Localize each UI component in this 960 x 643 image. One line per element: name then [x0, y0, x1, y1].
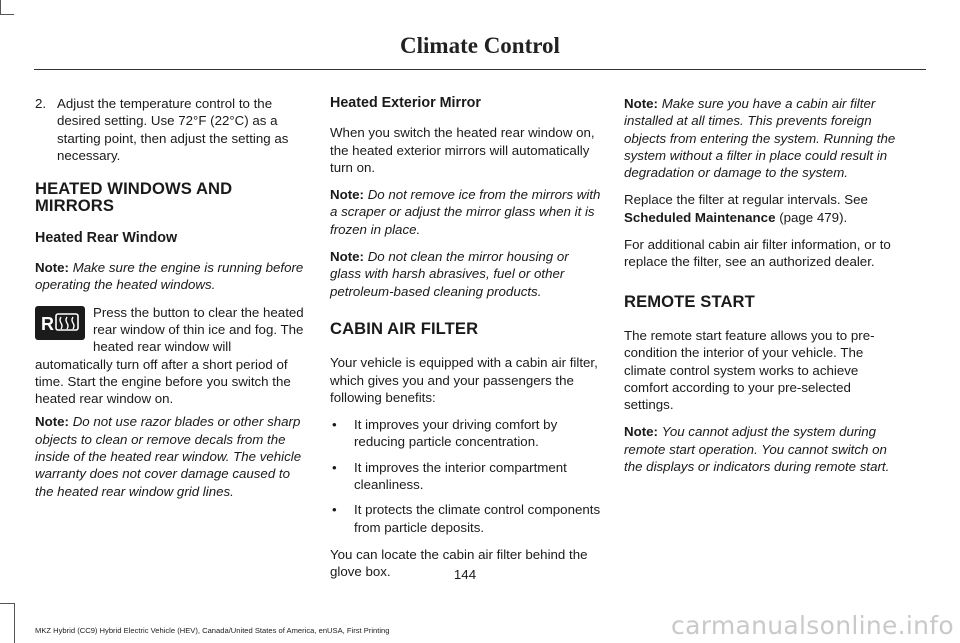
header-divider — [34, 69, 926, 70]
note-text: You cannot adjust the system during remote start operation. You cannot switch on the displays or indicators during remote start. — [624, 424, 890, 475]
note — [330, 186, 602, 238]
note-label: Note: — [35, 260, 69, 276]
list-item — [330, 501, 602, 536]
note-text: Do not remove ice from the mirrors with a scraper or adjust the mirror glass when it is frozen in place. — [330, 187, 601, 237]
list-item-text: It improves the interior compartment cleanliness. — [354, 459, 567, 493]
note — [35, 259, 307, 294]
rear-defrost-description — [35, 304, 307, 408]
subheading-heated-exterior-mirror: Heated Exterior Mirror — [330, 95, 481, 111]
note-text: Do not clean the mirror housing or glass with harsh abrasives, fuel or other petroleum-based cleaning products. — [330, 249, 569, 299]
step-text: Adjust the temperature control to the desired setting. Use 72°F (22°C) as a starting point, then adjust the setting as necessary. — [57, 96, 289, 163]
note-label: Note: — [35, 414, 69, 430]
section-heading-heated-windows: HEATED WINDOWS AND MIRRORS — [35, 179, 233, 216]
paragraph: You can locate the cabin air filter behind the glove box. — [330, 546, 588, 580]
column-middle — [330, 95, 602, 591]
note — [330, 248, 602, 300]
paragraph: For additional cabin air filter information, or to replace the filter, see an authorized dealer. — [624, 237, 891, 270]
footer-text: MKZ Hybrid (CC9) Hybrid Electric Vehicle (HEV), Canada/United States of America, enUSA, First Printing — [35, 626, 390, 635]
note — [624, 423, 896, 475]
crop-mark — [14, 603, 15, 643]
section-heading-remote-start: REMOTE START — [624, 291, 755, 311]
bullet: • — [332, 459, 337, 475]
column-right — [624, 95, 896, 485]
note-text: Make sure the engine is running before operating the heated windows. — [35, 260, 304, 293]
rear-defrost-icon — [35, 306, 85, 340]
scheduled-maintenance-link[interactable]: Scheduled Maintenance — [624, 209, 776, 225]
bullet: • — [332, 502, 337, 518]
note-text: Do not use razor blades or other sharp objects to clean or remove decals from the inside of the heated rear window. The vehicle warranty does not cover damage caused to the heated rear window grid lines. — [35, 414, 302, 499]
list-item-text: It improves your driving comfort by reducing particle concentration. — [354, 417, 558, 450]
note-label: Note: — [330, 249, 364, 265]
page-reference: (page 479). — [779, 209, 848, 225]
section-heading-cabin-air-filter: CABIN AIR FILTER — [330, 318, 479, 338]
step-item — [35, 95, 307, 164]
note-label: Note: — [624, 424, 658, 440]
note-label: Note: — [330, 187, 364, 203]
step-number: 2. — [35, 96, 47, 111]
paragraph — [624, 191, 896, 226]
benefits-list — [330, 416, 602, 536]
note-label: Note: — [624, 96, 658, 111]
replace-text: Replace the filter at regular intervals. See — [624, 192, 868, 208]
page-title: Climate Control — [400, 33, 560, 58]
paragraph: When you switch the heated rear window on, the heated exterior mirrors will automatically turn on. — [330, 125, 595, 175]
list-item-text: It protects the climate control components from particle deposits. — [354, 502, 601, 535]
note — [624, 95, 896, 181]
paragraph: Your vehicle is equipped with a cabin air filter, which gives you and your passengers the following benefits: — [330, 355, 598, 405]
page-number: 144 — [453, 567, 477, 582]
list-item — [330, 459, 602, 494]
crop-mark — [0, 0, 1, 14]
bullet: • — [332, 417, 337, 433]
crop-mark — [0, 603, 14, 604]
note-text: Make sure you have a cabin air filter installed at all times. This prevents foreign objects from entering the system. Running the system without a filter in place could result in degradation or damage to the system. — [624, 96, 896, 181]
paragraph: The remote start feature allows you to pre-condition the interior of your vehicle. The climate control system works to achieve comfort according to your pre-selected settings. — [624, 327, 875, 413]
subheading-heated-rear-window: Heated Rear Window — [35, 229, 178, 246]
note — [35, 413, 307, 499]
crop-mark — [0, 14, 14, 15]
watermark: carmanualsonline.info — [671, 611, 954, 640]
list-item — [330, 416, 602, 451]
svg-text:R: R — [41, 313, 54, 334]
column-left — [35, 95, 307, 510]
rear-defrost-text: Press the button to clear the heated rear window of thin ice and fog. The heated rear window will automatically turn off after a short period of time. Start the engine before you switch the heated rear window on. — [35, 304, 304, 407]
